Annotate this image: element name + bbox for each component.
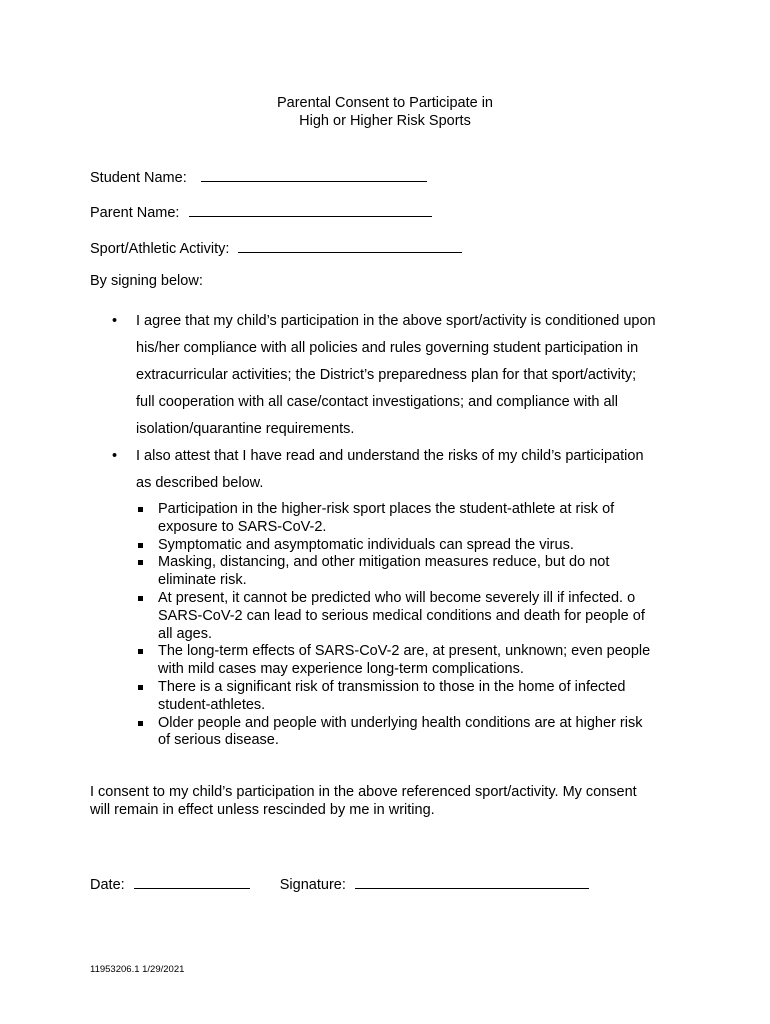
square-bullet-icon: [138, 596, 143, 601]
square-bullet-icon: [138, 685, 143, 690]
signature-line[interactable]: [355, 873, 589, 889]
bullet-dot-icon: •: [112, 313, 118, 329]
student-name-field[interactable]: [90, 166, 427, 187]
student-name-label: Student Name:: [90, 170, 187, 186]
risk-item: The long-term effects of SARS-CoV-2 are, at present, unknown; even people with mild cases may experience long-term complications.: [136, 643, 690, 679]
risk-item: Older people and people with underlying health conditions are at higher risk of serious disease.: [136, 715, 690, 751]
risk-item: At present, it cannot be predicted who will become severely ill if infected. o SARS-CoV-2 can lead to serious medical conditions and death for people of all ages.: [136, 590, 690, 643]
student-name-line[interactable]: [201, 166, 427, 182]
title-line-2: High or Higher Risk Sports: [299, 113, 471, 129]
risk-item: There is a significant risk of transmission to those in the home of infected student-athletes.: [136, 679, 690, 715]
document-footer-id: 11953206.1 1/29/2021: [90, 964, 185, 975]
bullet-dot-icon: •: [112, 448, 118, 464]
risk-item: Participation in the higher-risk sport places the student-athlete at risk of exposure to SARS-CoV-2.: [136, 501, 690, 537]
square-bullet-icon: [138, 560, 143, 565]
activity-line[interactable]: [238, 237, 462, 253]
agreement-item: • I agree that my child’s participation in the above sport/activity is conditioned upon his/her compliance with all policies and rules governing student participation in extracurricular activities; the District’s preparedness plan for that sport/activity; full cooperation with all case/contact investigations; and compliance with all isolation/quarantine requirements.: [90, 308, 690, 443]
date-label: Date:: [90, 877, 125, 893]
risk-list: [136, 501, 690, 750]
document-title: [0, 94, 770, 130]
activity-field[interactable]: [90, 237, 462, 258]
agreement-list: [90, 308, 690, 750]
risk-item: Symptomatic and asymptomatic individuals can spread the virus.: [136, 537, 690, 555]
parent-name-field[interactable]: [90, 201, 432, 222]
square-bullet-icon: [138, 649, 143, 654]
square-bullet-icon: [138, 543, 143, 548]
activity-label: Sport/Athletic Activity:: [90, 241, 230, 257]
title-line-1: Parental Consent to Participate in: [276, 95, 493, 111]
risk-item: Masking, distancing, and other mitigation measures reduce, but do not eliminate risk.: [136, 554, 690, 590]
signature-label: Signature:: [279, 877, 346, 893]
by-signing-intro: By signing below:: [90, 273, 203, 289]
date-line[interactable]: [134, 873, 250, 889]
agreement-item: • I also attest that I have read and understand the risks of my child’s participation as described below. Participation in the higher-risk sport places the student-athlete at risk of exposure to SARS-CoV-2. Symptomatic and asymptomatic individuals can spread the virus. Masking, distancing, and other mitigation measures reduce, but do not eliminate risk. At present, it cannot be predicted who will become severely ill if infected. o SARS-CoV-2 can lead to serious medical conditions and death for people of all ages. The long-term effects of SARS-CoV-2 are, at present, unknown; even people with mild cases may experience long-term complications. There is a significant risk of transmission to those in the home of infected student-athletes. Older people and people with underlying health conditions are at higher risk of serious disease.: [90, 443, 690, 750]
signature-row: [90, 873, 589, 894]
consent-statement: I consent to my child’s participation in the above referenced sport/activity. My consent will remain in effect unless rescinded by me in writing.: [90, 784, 637, 818]
parent-name-line[interactable]: [189, 201, 432, 217]
parent-name-label: Parent Name:: [90, 205, 180, 221]
square-bullet-icon: [138, 721, 143, 726]
square-bullet-icon: [138, 507, 143, 512]
